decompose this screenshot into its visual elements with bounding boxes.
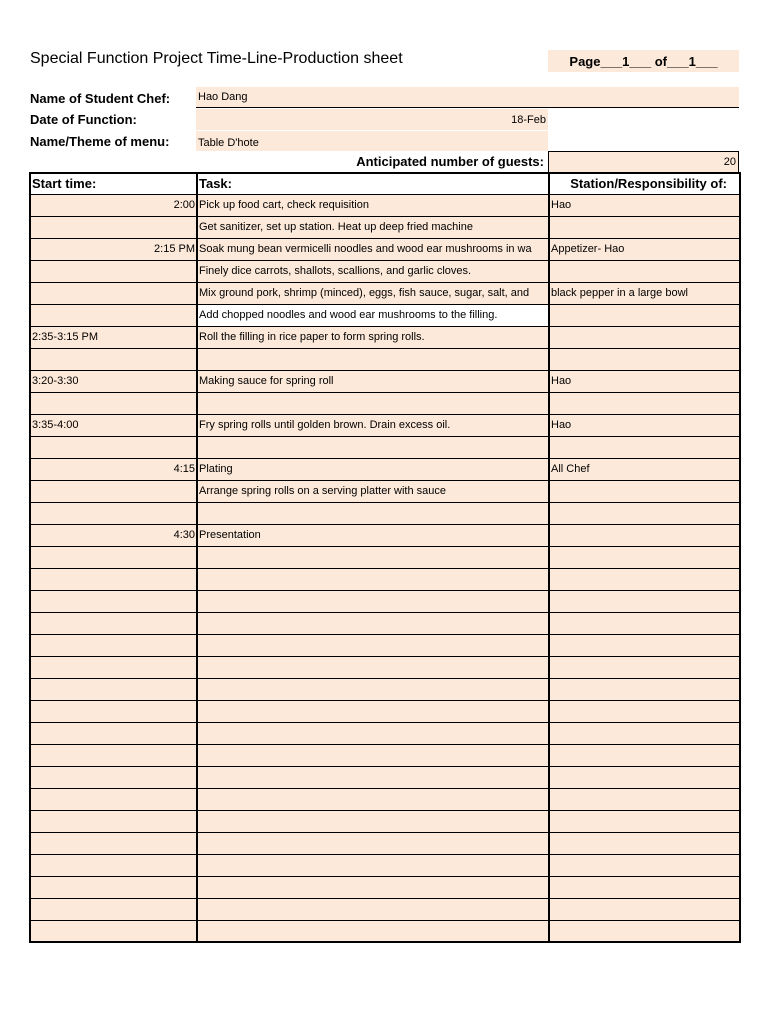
table-row — [30, 282, 740, 304]
station-cell[interactable] — [549, 590, 740, 612]
table-row — [30, 326, 740, 348]
timeline-table — [29, 172, 741, 943]
station-cell[interactable] — [549, 876, 740, 898]
table-row — [30, 568, 740, 590]
start-time-cell[interactable] — [30, 304, 197, 326]
task-cell[interactable]: Presentation — [197, 524, 549, 546]
task-cell[interactable] — [197, 854, 549, 876]
start-time-cell[interactable]: 3:35-4:00 — [30, 414, 197, 436]
station-cell[interactable] — [549, 788, 740, 810]
table-row — [30, 832, 740, 854]
station-cell[interactable] — [549, 480, 740, 502]
station-cell[interactable] — [549, 612, 740, 634]
start-time-cell[interactable] — [30, 590, 197, 612]
task-cell[interactable]: Plating — [197, 458, 549, 480]
table-row — [30, 656, 740, 678]
start-time-cell[interactable] — [30, 832, 197, 854]
start-time-cell[interactable]: 2:00 — [30, 194, 197, 216]
task-cell[interactable] — [197, 810, 549, 832]
station-cell[interactable] — [549, 920, 740, 942]
task-cell[interactable] — [197, 656, 549, 678]
start-time-cell[interactable] — [30, 612, 197, 634]
start-time-cell[interactable] — [30, 260, 197, 282]
table-row — [30, 436, 740, 458]
station-cell[interactable] — [549, 436, 740, 458]
start-time-cell[interactable] — [30, 282, 197, 304]
table-row — [30, 348, 740, 370]
table-row — [30, 370, 740, 392]
station-cell[interactable] — [549, 898, 740, 920]
table-row — [30, 766, 740, 788]
start-time-cell[interactable] — [30, 348, 197, 370]
task-cell[interactable] — [197, 436, 549, 458]
table-row — [30, 304, 740, 326]
task-cell[interactable] — [197, 348, 549, 370]
start-time-cell[interactable] — [30, 634, 197, 656]
table-row — [30, 744, 740, 766]
table-row — [30, 392, 740, 414]
table-row — [30, 634, 740, 656]
start-time-cell[interactable] — [30, 546, 197, 568]
task-cell[interactable] — [197, 700, 549, 722]
menu-theme-label: Name/Theme of menu: — [30, 134, 170, 149]
task-cell[interactable]: Roll the filling in rice paper to form spring rolls. — [197, 326, 549, 348]
start-time-cell[interactable] — [30, 700, 197, 722]
station-cell[interactable] — [549, 832, 740, 854]
table-row — [30, 612, 740, 634]
sheet-title: Special Function Project Time-Line-Production sheet — [30, 50, 403, 67]
start-time-cell[interactable]: 2:35-3:15 PM — [30, 326, 197, 348]
start-time-cell[interactable] — [30, 876, 197, 898]
table-row — [30, 194, 740, 216]
page-indicator: Page___1___ of___1___ — [548, 50, 739, 72]
header-start-time: Start time: — [30, 173, 197, 194]
station-cell[interactable] — [549, 854, 740, 876]
table-row — [30, 876, 740, 898]
station-cell[interactable] — [549, 326, 740, 348]
student-chef-value[interactable] — [196, 87, 739, 108]
station-cell[interactable] — [549, 260, 740, 282]
station-cell[interactable] — [549, 392, 740, 414]
station-cell[interactable] — [549, 304, 740, 326]
task-cell[interactable] — [197, 832, 549, 854]
start-time-cell[interactable] — [30, 392, 197, 414]
station-cell[interactable]: black pepper in a large bowl — [549, 282, 740, 304]
date-of-function-text: 18-Feb — [511, 113, 546, 126]
table-row — [30, 458, 740, 480]
table-row — [30, 414, 740, 436]
header-station: Station/Responsibility of: — [549, 173, 740, 194]
table-row — [30, 480, 740, 502]
station-cell[interactable] — [549, 656, 740, 678]
task-cell[interactable] — [197, 722, 549, 744]
task-cell[interactable]: Pick up food cart, check requisition — [197, 194, 549, 216]
task-cell[interactable] — [197, 612, 549, 634]
table-row — [30, 898, 740, 920]
table-row — [30, 260, 740, 282]
table-row — [30, 722, 740, 744]
start-time-cell[interactable] — [30, 788, 197, 810]
student-chef-label: Name of Student Chef: — [30, 91, 171, 106]
station-cell[interactable] — [549, 502, 740, 524]
station-cell[interactable] — [549, 546, 740, 568]
guests-value[interactable] — [548, 151, 739, 172]
station-cell[interactable] — [549, 700, 740, 722]
task-cell[interactable] — [197, 502, 549, 524]
station-cell[interactable]: Hao — [549, 194, 740, 216]
task-cell[interactable] — [197, 920, 549, 942]
station-cell[interactable] — [549, 766, 740, 788]
guests-label: Anticipated number of guests: — [356, 154, 544, 169]
start-time-cell[interactable] — [30, 216, 197, 238]
station-cell[interactable] — [549, 678, 740, 700]
station-cell[interactable] — [549, 216, 740, 238]
task-cell[interactable] — [197, 744, 549, 766]
task-cell[interactable]: Fry spring rolls until golden brown. Drain excess oil. — [197, 414, 549, 436]
table-row — [30, 216, 740, 238]
table-row — [30, 238, 740, 260]
task-cell[interactable] — [197, 590, 549, 612]
start-time-cell[interactable] — [30, 744, 197, 766]
timeline-table-body — [30, 173, 740, 942]
task-cell[interactable]: Get sanitizer, set up station. Heat up deep fried machine — [197, 216, 549, 238]
guests-text: 20 — [723, 156, 736, 168]
task-cell[interactable] — [197, 392, 549, 414]
table-row — [30, 678, 740, 700]
table-row — [30, 854, 740, 876]
task-cell[interactable] — [197, 876, 549, 898]
date-of-function-label: Date of Function: — [30, 112, 137, 127]
station-cell[interactable] — [549, 348, 740, 370]
station-cell[interactable] — [549, 568, 740, 590]
task-cell[interactable] — [197, 788, 549, 810]
station-cell[interactable]: All Chef — [549, 458, 740, 480]
task-cell[interactable] — [197, 634, 549, 656]
task-cell[interactable]: Add chopped noodles and wood ear mushrooms to the filling. — [197, 304, 549, 326]
task-cell[interactable]: Mix ground pork, shrimp (minced), eggs, fish sauce, sugar, salt, and — [197, 282, 549, 304]
start-time-cell[interactable] — [30, 766, 197, 788]
start-time-cell[interactable] — [30, 722, 197, 744]
menu-theme-text: Table D'hote — [198, 136, 259, 149]
table-row — [30, 546, 740, 568]
task-cell[interactable]: Finely dice carrots, shallots, scallions, and garlic cloves. — [197, 260, 549, 282]
table-row — [30, 502, 740, 524]
station-cell[interactable] — [549, 634, 740, 656]
task-cell[interactable] — [197, 568, 549, 590]
table-row — [30, 788, 740, 810]
table-header-row — [30, 173, 740, 194]
task-cell[interactable]: Making sauce for spring roll — [197, 370, 549, 392]
station-cell[interactable] — [549, 722, 740, 744]
date-of-function-value[interactable] — [196, 109, 548, 130]
table-row — [30, 700, 740, 722]
station-cell[interactable] — [549, 744, 740, 766]
start-time-cell[interactable] — [30, 502, 197, 524]
task-cell[interactable]: Soak mung bean vermicelli noodles and wood ear mushrooms in wa — [197, 238, 549, 260]
table-row — [30, 524, 740, 546]
table-row — [30, 920, 740, 942]
menu-theme-value[interactable] — [196, 131, 548, 151]
start-time-cell[interactable] — [30, 810, 197, 832]
start-time-cell[interactable]: 4:15 — [30, 458, 197, 480]
task-cell[interactable] — [197, 898, 549, 920]
start-time-cell[interactable] — [30, 920, 197, 942]
table-row — [30, 590, 740, 612]
student-chef-text: Hao Dang — [198, 91, 248, 103]
task-cell[interactable] — [197, 766, 549, 788]
header-task: Task: — [197, 173, 549, 194]
task-cell[interactable] — [197, 546, 549, 568]
station-cell[interactable]: Hao — [549, 414, 740, 436]
start-time-cell[interactable]: 2:15 PM — [30, 238, 197, 260]
start-time-cell[interactable]: 4:30 — [30, 524, 197, 546]
station-cell[interactable] — [549, 524, 740, 546]
start-time-cell[interactable] — [30, 436, 197, 458]
start-time-cell[interactable] — [30, 480, 197, 502]
station-cell[interactable]: Hao — [549, 370, 740, 392]
start-time-cell[interactable] — [30, 656, 197, 678]
start-time-cell[interactable]: 3:20-3:30 — [30, 370, 197, 392]
station-cell[interactable] — [549, 810, 740, 832]
table-row — [30, 810, 740, 832]
task-cell[interactable] — [197, 678, 549, 700]
start-time-cell[interactable] — [30, 854, 197, 876]
start-time-cell[interactable] — [30, 568, 197, 590]
start-time-cell[interactable] — [30, 898, 197, 920]
station-cell[interactable]: Appetizer- Hao — [549, 238, 740, 260]
task-cell[interactable]: Arrange spring rolls on a serving platter with sauce — [197, 480, 549, 502]
start-time-cell[interactable] — [30, 678, 197, 700]
